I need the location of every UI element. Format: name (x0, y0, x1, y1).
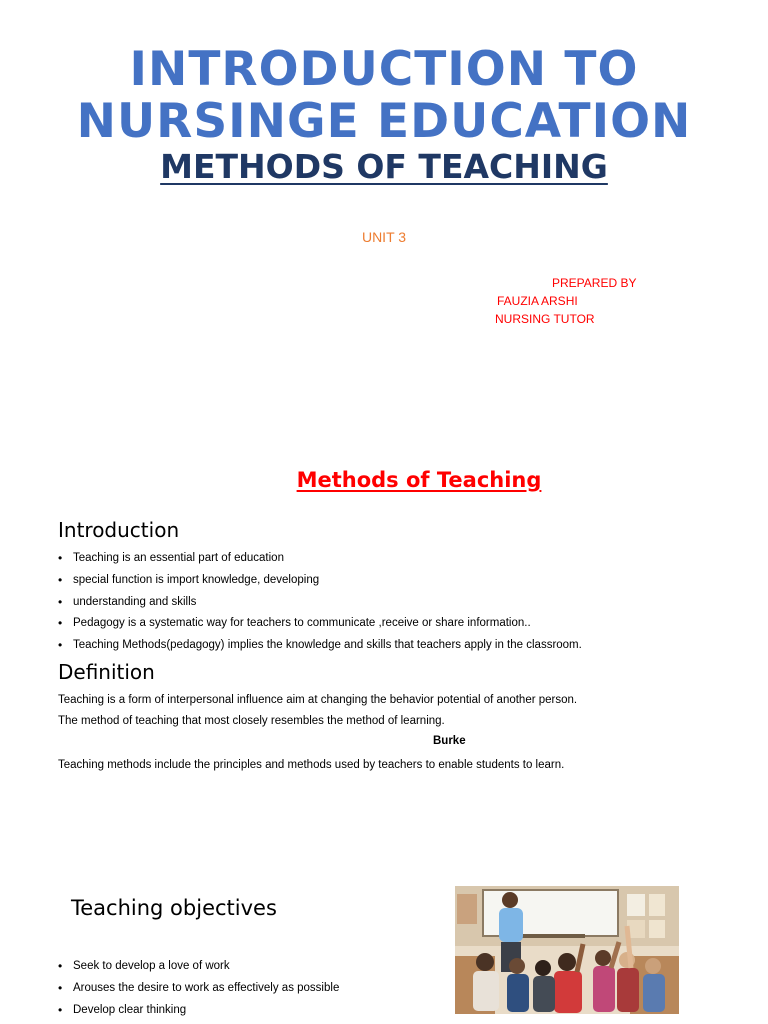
definition-heading: Definition (58, 660, 155, 684)
list-item: • Pedagogy is a systematic way for teachers to communicate ,receive or share information.. (58, 614, 582, 636)
definition-line-1: Teaching is a form of interpersonal influence aim at changing the behavior potential of another person. (58, 694, 578, 706)
objectives-list (58, 957, 339, 1022)
title-line-2: NURSINGE EDUCATION (76, 94, 692, 149)
subtitle-text: METHODS OF TEACHING (160, 147, 608, 186)
introduction-list (58, 549, 582, 658)
prepared-by-label: PREPARED BY (552, 276, 637, 290)
classroom-photo (455, 886, 679, 1014)
unit-label: UNIT 3 (361, 229, 407, 245)
list-item: • Arouses the desire to work as effectively as possible (58, 979, 339, 1001)
list-item: • Teaching Methods(pedagogy) implies the knowledge and skills that teachers apply in the classroom. (58, 636, 582, 658)
definition-line-3: Teaching methods include the principles and methods used by teachers to enable students to learn. (58, 759, 565, 771)
list-item: • special function is import knowledge, developing (58, 571, 582, 593)
list-item: • understanding and skills (58, 593, 582, 615)
title-line-1: INTRODUCTION TO (129, 42, 639, 97)
definition-line-2: The method of teaching that most closely resembles the method of learning. (58, 715, 445, 727)
introduction-heading: Introduction (58, 518, 180, 542)
subtitle (0, 146, 768, 188)
author-role: NURSING TUTOR (495, 312, 595, 326)
section-title: Methods of Teaching (296, 468, 542, 492)
list-item: • Seek to develop a love of work (58, 957, 339, 979)
list-item: • Develop clear thinking (58, 1001, 339, 1023)
list-item: • Teaching is an essential part of education (58, 549, 582, 571)
definition-attribution: Burke (433, 735, 466, 747)
objectives-heading: Teaching objectives (71, 896, 277, 920)
author-name: FAUZIA ARSHI (497, 294, 578, 308)
classroom-illustration (455, 886, 679, 1014)
